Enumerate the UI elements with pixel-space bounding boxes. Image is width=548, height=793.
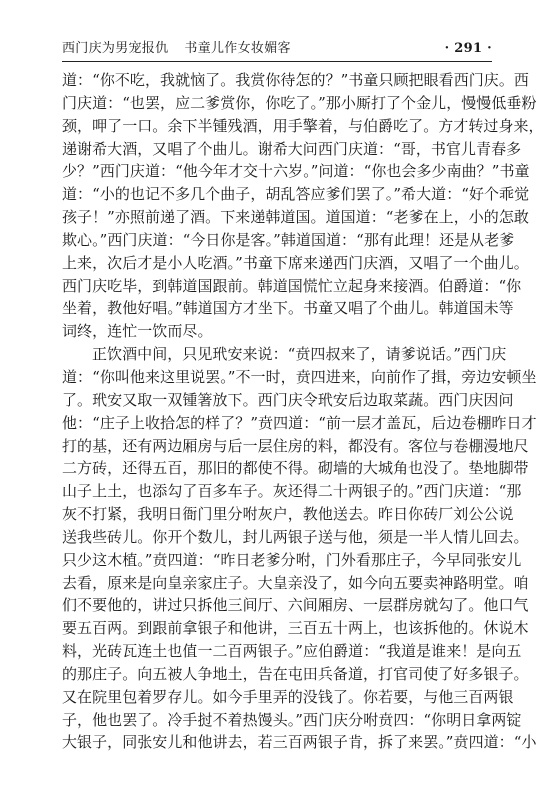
text-line: 词终，连忙一饮而尽。 (62, 322, 213, 341)
text-line: 灰不打紧，我明日衙门里分咐灰户，教他送去。昨日你砖厂刘公公说 (62, 505, 514, 524)
text-line: 二方砖，还得五百，那旧的都使不得。砌墙的大城角也没了。垫地脚带 (62, 459, 529, 478)
page-number: · 291 · (444, 41, 492, 56)
text-line: 上来，次后才是小人吃酒。”书童下席来递西门庆酒，又唱了一个曲儿。 (62, 253, 529, 272)
running-header (62, 36, 492, 56)
text-line: 了。玳安又取一双锺箸放下。西门庆令玳安后边取菜蔬。西门庆因问 (62, 390, 514, 409)
text-line: 去看，原来是向皇亲家庄子。大皇亲没了，如今向五要卖神路明堂。咱 (62, 573, 529, 592)
text-line: 的那庄子。向五被人争地土，告在屯田兵备道，打官司使了好多银子。 (62, 664, 529, 683)
text-line: 要五百两。到跟前拿银子和他讲，三百五十两上，也该拆他的。休说木 (62, 619, 529, 638)
text-line: 大银子，同张安儿和他讲去，若三百两银子肯，拆了来罢。”贲四道：“小 (62, 733, 537, 752)
chapter-title: 西门庆为男宠报仇 (62, 41, 169, 56)
text-line: 道：“小的也记不多几个曲子，胡乱答应爹们罢了。”希大道：“好个乖觉 (62, 185, 530, 204)
header-rule (62, 61, 492, 62)
text-line: 西门庆吃毕，到韩道国跟前。韩道国慌忙立起身来接酒。伯爵道：“你 (62, 276, 522, 295)
text-line: 递谢希大酒，又唱了个曲儿。谢希大问西门庆道：“哥，书官儿青春多 (62, 139, 522, 158)
text-line: 道：“你不吃，我就恼了。我赏你待怎的？”书童只顾把眼看西门庆。西 (62, 71, 529, 89)
text-line: 只少这木植。”贲四道：“昨日老爹分咐，门外看那庄子，今早同张安儿 (62, 550, 522, 569)
section-title: 书童儿作女妆媚客 (184, 41, 291, 56)
text-line: 门庆道：“也罢，应二爹赏你，你吃了。”那小厮打了个金儿，慢慢低垂粉 (62, 93, 537, 112)
text-line: 道：“你叫他来这里说罢。”不一时，贲四进来，向前作了揖，旁边安顿坐 (62, 367, 537, 386)
body-text (62, 69, 544, 754)
text-line: 少？”西门庆道：“他今年才交十六岁。”问道：“你也会多少南曲？”书童 (62, 162, 530, 181)
header-titles (62, 37, 291, 56)
text-line: 子，他也罢了。冷手挝不着热馒头。”西门庆分咐贲四：“你明日拿两锭 (62, 710, 522, 729)
text-line: 送我些砖儿。你开个数儿，封儿两银子送与他，须是一半人情儿回去。 (62, 527, 529, 546)
text-line: 他：“庄子上收拾怎的样了？”贲四道：“前一层才盖瓦，后边卷棚昨日才 (62, 413, 537, 432)
text-line: 山子上土，也添勾了百多车子。灰还得二十两银子的。”西门庆道：“那 (62, 482, 522, 501)
text-line: 们不要他的，讲过只拆他三间厅、六间厢房、一层群房就勾了。他口气 (62, 596, 529, 615)
text-line: 颈，呷了一口。余下半锺残酒，用手擎着，与伯爵吃了。方才转过身来， (62, 116, 544, 135)
text-line: 又在院里包着罗存儿。如今手里弄的没钱了。你若要，与他三百两银 (62, 687, 514, 706)
text-line: 孩子！”亦照前递了酒。下来递韩道国。道国道：“老爹在上，小的怎敢 (62, 208, 529, 227)
text-line: 坐着，教他好唱。”韩道国方才坐下。书童又唱了个曲儿。韩道国未等 (62, 299, 514, 318)
text-line: 打的基，还有两边厢房与后一层住房的料，都没有。客位与卷棚漫地尺 (62, 436, 529, 455)
text-line: 正饮酒中间，只见玳安来说：“贲四叔来了，请爹说话。”西门庆 (92, 345, 507, 364)
text-line: 料，光砖瓦连土也值一二百两银子。”应伯爵道：“我道是谁来！是向五 (62, 642, 522, 661)
text-line: 欺心。”西门庆道：“今日你是客。”韩道国道：“那有此理！还是从老爹 (62, 230, 515, 249)
